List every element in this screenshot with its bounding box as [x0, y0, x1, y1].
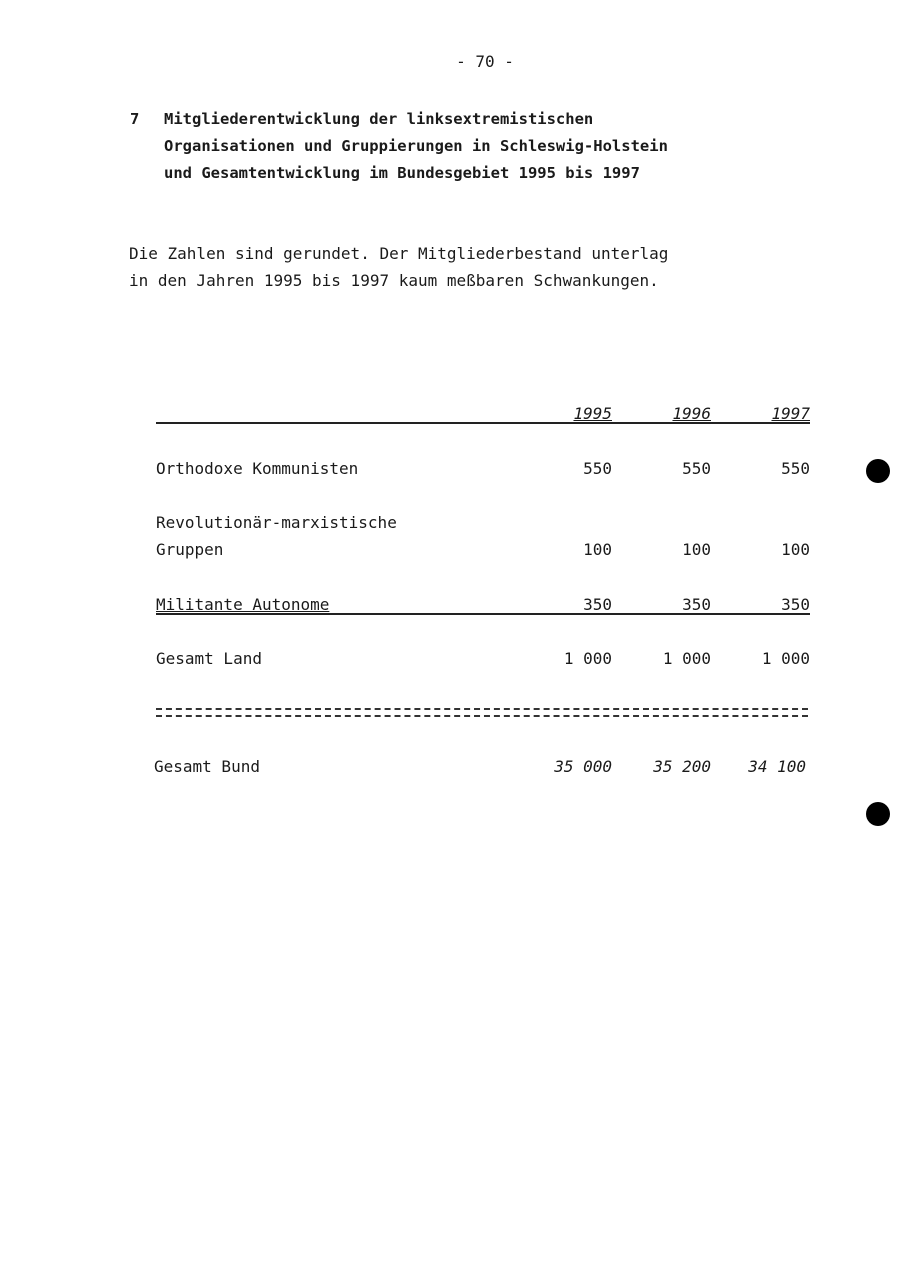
punch-hole: [866, 802, 890, 826]
value-cell: 35 200: [653, 757, 711, 776]
table-header-row: [156, 404, 810, 424]
value-cell: 1 000: [761, 649, 810, 668]
intro-line: Die Zahlen sind gerundet. Der Mitgliederbestand unterlag: [129, 244, 669, 263]
row-label: Gesamt Bund: [154, 757, 260, 776]
row-label: Orthodoxe Kommunisten: [156, 459, 359, 478]
membership-table: [156, 0, 810, 1273]
value-cell: 350: [583, 595, 612, 614]
value-cell: 1 000: [563, 649, 612, 668]
row-label: Revolutionär-marxistische: [156, 513, 397, 532]
intro-line: in den Jahren 1995 bis 1997 kaum meßbaren Schwankungen.: [129, 271, 659, 290]
table-row: [156, 540, 810, 560]
total-land-row: [156, 649, 810, 669]
row-label: Gesamt Land: [156, 649, 262, 668]
value-cell: 550: [781, 459, 810, 478]
table-row: [156, 595, 810, 615]
value-cell: 550: [682, 459, 711, 478]
section-number: 7: [130, 110, 140, 128]
heading-line: Mitgliederentwicklung der linksextremistischen: [164, 110, 594, 128]
total-bund-row: [156, 757, 810, 777]
row-label: Gruppen: [156, 540, 224, 559]
subtotal-rule: [156, 613, 810, 615]
value-cell: 550: [583, 459, 612, 478]
table-row: [156, 459, 810, 479]
heading-line: Organisationen und Gruppierungen in Schleswig-Holstein: [164, 137, 668, 155]
value-cell: 35 000: [554, 757, 612, 776]
year-header: 1995: [573, 404, 612, 423]
value-cell: 100: [682, 540, 711, 559]
year-header: 1997: [771, 404, 810, 423]
punch-hole: [866, 459, 890, 483]
table-row-label-continued: [156, 513, 810, 533]
value-cell: 350: [781, 595, 810, 614]
value-cell: 34 100: [748, 757, 806, 776]
value-cell: 100: [781, 540, 810, 559]
header-rule: [156, 422, 810, 424]
value-cell: 100: [583, 540, 612, 559]
heading-line: und Gesamtentwicklung im Bundesgebiet 1995 bis 1997: [164, 164, 640, 182]
value-cell: 350: [682, 595, 711, 614]
row-label: Militante Autonome: [156, 595, 330, 614]
value-cell: 1 000: [662, 649, 711, 668]
double-rule: [156, 708, 808, 717]
page-number: - 70 -: [456, 52, 514, 71]
year-header: 1996: [672, 404, 711, 423]
